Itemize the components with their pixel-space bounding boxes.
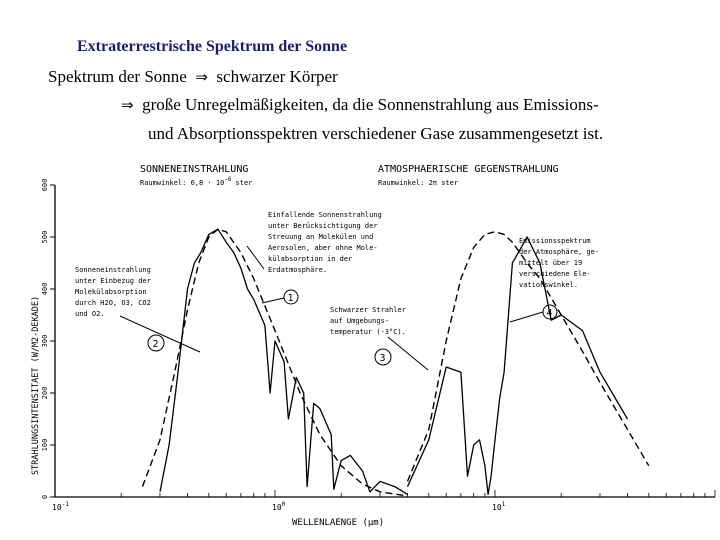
x-tick-base: 10 <box>492 503 502 512</box>
line1-right-text: schwarzer Körper <box>216 67 338 86</box>
annotation-4-line-1: der Atmosphäre, ge- <box>519 248 600 256</box>
annotation-4-number: 4 <box>546 308 553 319</box>
annotation-1-line-4: külabsorption in der <box>268 255 353 263</box>
y-tick-label: 300 <box>41 334 49 348</box>
implies-arrow-icon: ⇒ <box>195 68 208 86</box>
line1-left-text: Spektrum der Sonne <box>48 67 187 86</box>
y-tick-label: 100 <box>41 438 49 452</box>
annotation-1-number: 1 <box>287 293 294 304</box>
x-axis-label: WELLENLAENGE (μm) <box>292 518 385 528</box>
annotation-4-line-4: vationswinkel. <box>519 281 579 289</box>
annotation-4-line-3: verschiedene Ele- <box>519 270 591 278</box>
annotation-2-number: 2 <box>152 339 159 350</box>
line2-text: große Unregelmäßigkeiten, da die Sonnenstrahlung aus Emissions- <box>142 95 599 114</box>
heading-line-3: und Absorptionsspektren verschiedener Gase zusammengesetzt ist. <box>148 124 604 143</box>
x-tick-exponent: 0 <box>281 501 286 508</box>
y-tick-label: 0 <box>41 494 49 500</box>
annotation-1-line-3: Aerosolen, aber ohne Mole- <box>268 244 378 252</box>
panel-title-left: SONNENEINSTRAHLUNG <box>140 164 249 175</box>
annotation-3-number: 3 <box>379 353 386 364</box>
annotation-1-line-0: Einfallende Sonnenstrahlung <box>268 211 382 219</box>
annotation-4-line-0: Emissionsspektrum <box>519 237 591 245</box>
annotation-1-line-5: Erdatmosphäre. <box>268 266 328 274</box>
subtitle-left-exp: -6 <box>224 176 232 183</box>
annotation-1-line-2: Streuung an Molekülen und <box>268 233 374 241</box>
spectrum-chart <box>0 155 720 540</box>
panel-title-right: ATMOSPHAERISCHE GEGENSTRAHLUNG <box>378 164 559 175</box>
y-axis-label: STRAHLUNGSINTENSITAET (W/M2-DEKADE) <box>31 295 41 475</box>
implies-arrow-icon-2: ⇒ <box>121 96 134 114</box>
y-tick-label: 200 <box>41 386 49 400</box>
annotation-2-line-2: Molekülabsorption <box>75 288 147 296</box>
x-tick-base: 10 <box>52 503 62 512</box>
x-tick-base: 10 <box>272 503 282 512</box>
subtitle-left-unit: ster <box>235 179 253 187</box>
heading-line-1 <box>48 67 338 87</box>
annotation-1-line-1: unter Berücksichtigung der <box>268 222 378 230</box>
annotation-3-line-2: temperatur (-3°C). <box>330 328 406 336</box>
y-tick-label: 500 <box>41 230 49 244</box>
slide-title: Extraterrestrische Spektrum der Sonne <box>77 38 348 55</box>
annotation-2-line-0: Sonneneinstrahlung <box>75 266 151 274</box>
annotation-4-line-2: mittelt über 19 <box>519 259 583 267</box>
x-tick-exponent: 1 <box>501 501 506 508</box>
y-tick-label: 600 <box>41 178 49 192</box>
annotation-2-line-1: unter Einbezug der <box>75 277 151 285</box>
heading-line-2 <box>121 95 599 115</box>
annotation-2-line-4: und O2. <box>75 310 105 318</box>
x-tick-exponent: -1 <box>61 501 69 508</box>
annotation-3-line-0: Schwarzer Strahler <box>330 306 406 314</box>
panel-subtitle-right: Raumwinkel: 2π ster <box>378 179 459 187</box>
subtitle-left-main: Raumwinkel: 6,8 · 10 <box>140 179 225 187</box>
annotation-3-line-1: auf Umgebungs- <box>330 317 390 325</box>
annotation-2-line-3: durch H2O, O3, CO2 <box>75 299 151 307</box>
y-tick-label: 400 <box>41 282 49 296</box>
